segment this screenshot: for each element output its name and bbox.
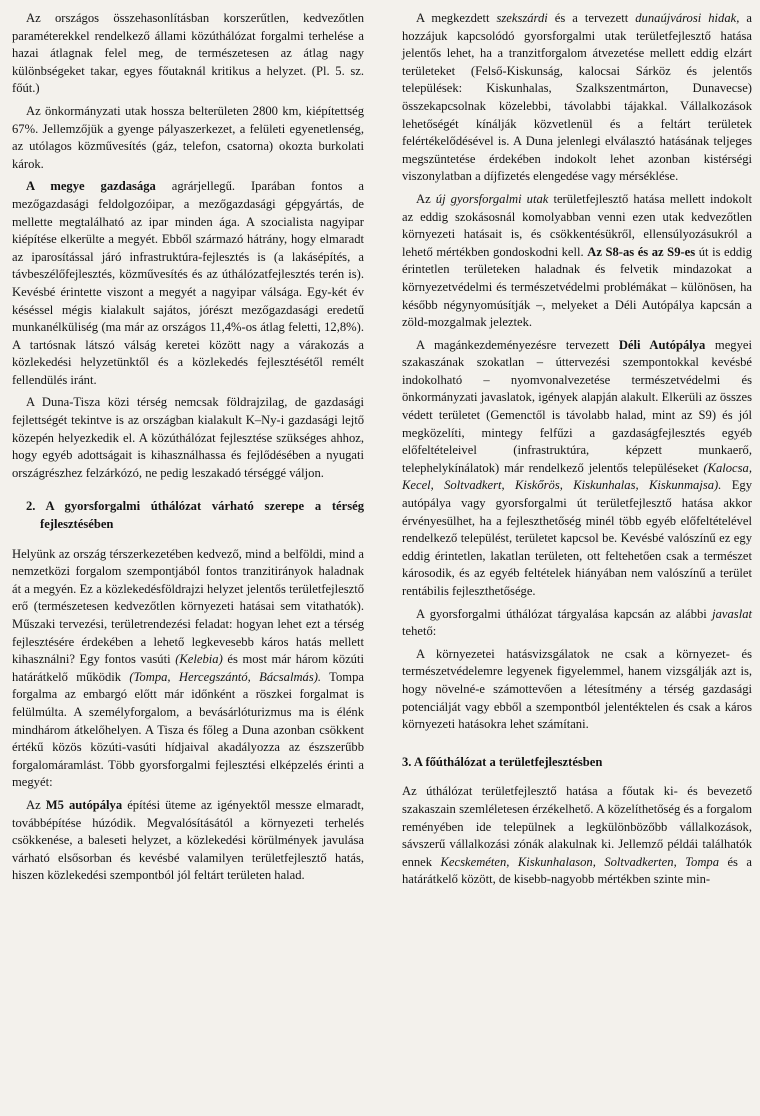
italic-phrase: javaslat bbox=[712, 606, 752, 621]
paragraph bbox=[12, 546, 364, 792]
text-run: a hozzájuk kapcsolódó gyorsforgalmi utak területfejlesztő hatása jelentős lehet, ha a tranzitforgalom átvezetése mellett eddig elzárt területeket (Felső-Kiskunság, kalocsai Sárköz és jelentős települések: Kiskunhalas, Szalkszentmárton, Dunavecse) összekapcsolnak közelebbi, távolabbi tájakkal. Vállalkozások lehetőségét kínálják közvetlenül és a feltárt területek felértékelődésével is. A Duna jelenlegi elválasztó hatásának teljeges megszüntetése érdekében indokolt lehet azonban kistérségi viszonylatban a díjfizetés elengedése vagy mérséklése. bbox=[402, 11, 752, 184]
text-run: Egy autópálya vagy gyorsforgalmi út területfejlesztő hatása akkor érvényesülhet, ha a fejleszthetőség minél több egyéb előfeltételével rendelkező települést, területet kapcsol be. Kevésbé valószínű ez egy eddig érintetlen, lakatlan területen, ott feltehetően csak a természet károsodik, és az egyéb feltételek hiányában nem valószínű a terület rentábilis fejleszthetősége. bbox=[402, 478, 753, 598]
paragraph: A Duna-Tisza közi térség nemcsak földrajzilag, de gazdasági fejlettségét tekintve is az országban kialakult K–Ny-i gazdasági lejtő közepén helyezkedik el. A közúthálózat fejlesztése szükséges ahhoz, hogy egyéb adottságait is kihasználhassa és fejlődésében a nyugati országrészhez felzárkózó, ne pedig leszakadó térséggé váljon. bbox=[12, 395, 364, 480]
paragraph bbox=[402, 783, 752, 889]
bold-phrase: Az S8-as és az S9-es bbox=[587, 244, 696, 259]
text-run: Az bbox=[26, 797, 46, 812]
paragraph bbox=[12, 797, 364, 885]
section-heading-2: 2. A gyorsforgalmi úthálózat várható szerepe a térség fejlesztésében bbox=[26, 499, 364, 532]
bold-phrase: M5 autópálya bbox=[45, 797, 123, 812]
paragraph bbox=[402, 191, 752, 332]
text-run: és most már három közúti határátkelő működik bbox=[12, 652, 364, 684]
text-run: megyei szakaszának szokatlan – úttervezési szempontokkal kevésbé indokolható – nyomvonalvezetése természetvédelmi és önkormányzati javaslatok, igények alapján alakult. Elkerüli az összes védett területet (Gemenctől is távolabb halad, mint az S9) és jól megközelíti, mintegy felfűzi a gazdaságfejlesztés egyéb előfeltételeivel (infrastruktúra, képzett munkaerő, telephelykínálatok) már rendelkező jelentős településeket bbox=[402, 337, 752, 475]
bold-phrase: Déli Autópálya bbox=[618, 337, 706, 352]
italic-phrase: szekszárdi bbox=[496, 11, 548, 25]
text-run: Az úthálózat területfejlesztő hatása a főutak ki- és bevezető szakaszain szemléletesen érzékelhető. A közelíthetőség és a forgalom reményében ide települnek a legkülönbözőbb vállalkozások, sávszerű vállalkozási zónák alakulnak ki. Jellemző példái találhatók ennek bbox=[402, 784, 752, 869]
paragraph: Az országos összehasonlításban korszerűtlen, kedvezőtlen paraméterekkel rendelkező állami közúthálózat forgalmi terhelése a hazai átlagnak felel meg, de természetesen az átlag nagy különbségeket takar, egyes főutaknál kritikus a helyzet. (Pl. 5. sz. főút.) bbox=[12, 11, 364, 96]
text-run: Helyünk az ország térszerkezetében kedvező, mind a belföldi, mind a nemzetközi forgalom szempontjából fontos tranzitirányok haladnak át a megyén. Ez a közlekedésföldrajzi helyzet jelentős területfejlesztő erő (természetesen kedvezőtlen környezeti hatásai sem vitathatók). Műszaki tervezési, területrendezési feladat: hogyan lehet ezt a térség fejlesztésére érdekében a lehető legkevesebb káros hatás mellett kihasználni? Egy fontos vasúti bbox=[12, 546, 364, 667]
paragraph: Az önkormányzati utak hossza belterületen 2800 km, kiépítettség 67%. Jellemzőjük a gyenge pályaszerkezet, a felületi egyenetlenség, az utólagos közművesítés (gáz, telefon, csatorna) okozta burkolati károk. bbox=[12, 103, 364, 171]
text-run: A gyorsforgalmi úthálózat tárgyalása kapcsán az alábbi bbox=[416, 606, 713, 621]
italic-phrase: új gyorsforgalmi utak bbox=[435, 191, 549, 206]
text-run: A megkezdett bbox=[416, 11, 497, 25]
bold-phrase: A megye gazdasága bbox=[26, 179, 156, 194]
text-run: Tompa forgalma az embargó előtt már időnként a röszkei forgalmat is felülmúlta. A személyforgalom, a bevásárlóturizmus ma is élénk mindhárom átkelőhelyen. A Tisza és főleg a Duna azonban csökkent értékű közös közúti-vasúti hídjaival akadályozza az észszerűbb forgalomáramlást. Több gyorsforgalmi fejlesztési elképzelés érinti a megyét: bbox=[12, 669, 364, 790]
right-column bbox=[402, 10, 752, 894]
paragraph bbox=[402, 337, 752, 601]
paragraph bbox=[402, 606, 752, 641]
text-run: út is eddig érintetlen területeken haladnak és felvetik mindazokat a környezetvédelmi és természetvédelmi problémákat – különösen, ha később négynyomúsítják –, melyeket a Déli Autópálya kapcsán a zöld-mozgalmak jeleztek. bbox=[402, 244, 752, 330]
italic-phrase: (Tompa, Hercegszántó, Bácsalmás). bbox=[129, 669, 322, 684]
text-run: Az bbox=[416, 191, 436, 206]
italic-phrase: dunaújvárosi hidak, bbox=[635, 11, 740, 25]
text-run: agrárjellegű. Iparában fontos a mezőgazdasági feldolgozóipar, a mezőgazdasági gépgyártás, de mellette megtalálható az ipar minden ága. A szocialista nagyipar kiépítése elkerülte a megyét. Ebből származó hátrány, hogy elmaradt az iparosítással járó infrastruktúra-fejlesztés is (a lakásépítés, a távbeszélőfejlesztés, közművesítés és az úthálózatfejlesztés terén is). Kevésbé érintette viszont a megyét a nagyipar válsága. Egy-két év késéssel mégis kialakult sajátos, jórészt mezőgazdasági eredetű munkanélküliség (ma már az országos 11,4%-os átlag feletti, 12,8%). A tartósnak látszó válság keretei között nagy a várakozás a közlekedési helyzetünktől és a közlekedés fejlesztésétől remélt fellendülés iránt. bbox=[12, 179, 364, 387]
paragraph bbox=[402, 10, 752, 186]
italic-phrase: (Kalocsa, Kecel, Soltvadkert, Kiskőrös, Kiskunhalas, Kiskunmajsa). bbox=[402, 460, 752, 493]
left-column bbox=[12, 10, 364, 890]
section-heading-3: 3. A főúthálózat a területfejlesztésben bbox=[402, 754, 603, 769]
text-run: A magánkezdeményezésre tervezett bbox=[416, 337, 619, 352]
text-run: és a tervezett bbox=[547, 11, 636, 25]
text-run: tehető: bbox=[402, 624, 437, 639]
italic-phrase: (Kelebia) bbox=[175, 652, 223, 667]
text-run: területfejlesztő hatása mellett indokolt az eddig szokásosnál komolyabban venni ezen utak kedvezőtlen környezeti hatásait is, és csökkentésükről, ellensúlyozásukról a lehető mértékben gondoskodni kell. bbox=[402, 191, 752, 259]
paragraph: A környezetei hatásvizsgálatok ne csak a környezet- és természetvédelemre legyenek figyelemmel, hanem vizsgálják azt is, hogy növelné-e számottevően a létesítmény a térség gazdasági potenciálját vagy ebből a szempontból jelentéktelen és csak a káros környezeti hatásokra lehet számítani. bbox=[402, 646, 752, 732]
text-run: és a határátkelő között, de kisebb-nagyobb mértékben szinte min- bbox=[402, 854, 753, 887]
italic-phrase: Kecskeméten, Kiskunhalason, Soltvadkerten, Tompa bbox=[440, 854, 720, 869]
text-run: építési üteme az igényektől messze elmaradt, továbbépítése húzódik. Megvalósításától a környezeti terhelés csökkenése, a baleseti helyzet, a közlekedési körülmények javulása várható elsősorban és kevésbé valamilyen területfejlesztő hatás, hiszen közlekedési szempontból jól feltárt területen halad. bbox=[12, 797, 364, 883]
paragraph bbox=[12, 178, 364, 389]
